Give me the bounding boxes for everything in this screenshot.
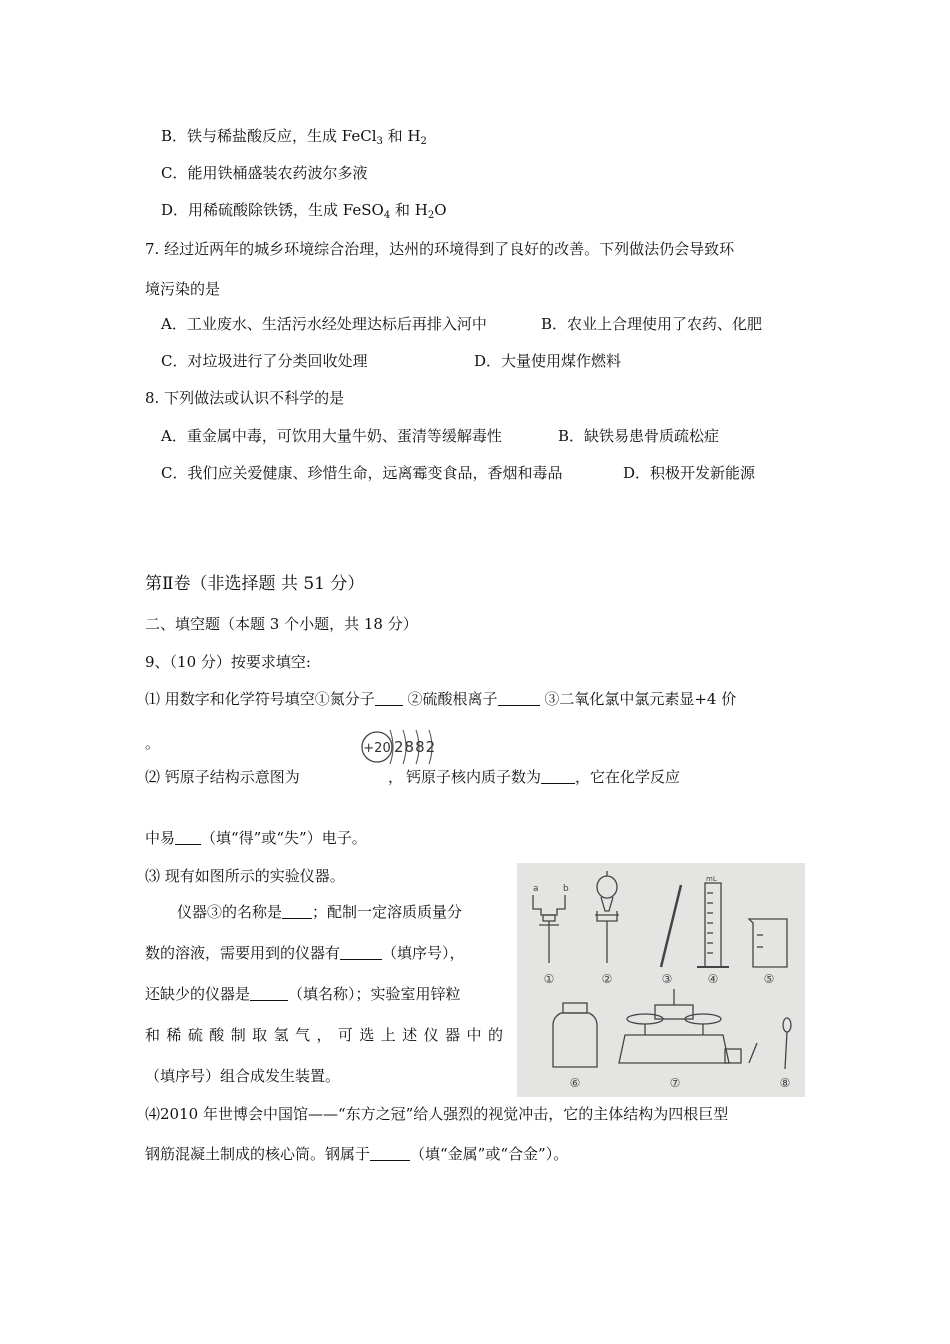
q8-option-d: D．积极开发新能源 (623, 464, 756, 482)
q9-part3-line3: 还缺少的仪器是 （填名称）；实验室用锌粒 (145, 985, 461, 1003)
q9-part2: ⑵ 钙原子结构示意图为 (145, 768, 300, 786)
q7-option-b: B．农业上合理使用了农药、化肥 (541, 315, 763, 333)
q8-stem: 8. 下列做法或认识不科学的是 (145, 389, 345, 407)
answer-blank-instruments[interactable] (340, 945, 382, 960)
q9-part3-line5: （填序号）组合成发生装置。 (145, 1067, 341, 1085)
q7-option-d: D．大量使用煤作燃料 (474, 352, 622, 370)
funnel-label-a: a (533, 884, 539, 894)
apparatus-label-1: ① (543, 972, 555, 986)
part2-section: 二、填空题（本题 3 个小题，共 18 分） (145, 615, 418, 633)
apparatus-label-4: ④ (707, 972, 719, 986)
answer-blank-electron[interactable] (175, 830, 201, 845)
apparatus-label-8: ⑧ (779, 1076, 791, 1090)
q7-option-a: A．工业废水、生活污水经处理达标后再排入河中 (161, 315, 487, 333)
answer-blank-instrument3[interactable] (282, 904, 312, 919)
q8-option-c: C．我们应关爱健康、珍惜生命，远离霉变食品，香烟和毒品 (161, 464, 563, 482)
apparatus-label-7: ⑦ (669, 1076, 681, 1090)
apparatus-drawing (517, 863, 805, 1097)
q8-option-b: B．缺铁易患骨质疏松症 (558, 427, 720, 445)
q9-stem: 9、（10 分）按要求填空: (145, 653, 311, 671)
answer-blank-proton-count[interactable] (541, 769, 575, 784)
atom-nucleus-label: +20 (363, 741, 391, 756)
q9-part1-end: 。 (145, 734, 161, 752)
answer-blank-missing-instrument[interactable] (250, 986, 288, 1001)
q7-stem-line1: 7. 经过近两年的城乡环境综合治理，达州的环境得到了良好的改善。下列做法仍会导致环 (145, 240, 735, 258)
q7-stem-line2: 境污染的是 (145, 280, 221, 298)
q9-part3-line1: 仪器③的名称是 ；配制一定溶质质量分 (177, 903, 463, 921)
funnel-label-b: b (563, 884, 569, 894)
q7-option-c: C．对垃圾进行了分类回收处理 (161, 352, 368, 370)
apparatus-label-2: ② (601, 972, 613, 986)
apparatus-label-6: ⑥ (569, 1076, 581, 1090)
cylinder-unit-label: mL (706, 875, 717, 883)
q9-part2-cont: 中易 （填“得”或“失”）电子。 (145, 829, 367, 847)
q9-part2-comma: ， (388, 768, 404, 786)
answer-blank-nitrogen[interactable] (375, 691, 403, 706)
q9-part4-line2: 钢筋混凝土制成的核心筒。钢属于 （填“金属”或“合金”）。 (145, 1145, 569, 1163)
q8-option-a: A．重金属中毒，可饮用大量牛奶、蛋清等缓解毒性 (161, 427, 502, 445)
apparatus-label-3: ③ (661, 972, 673, 986)
q9-part2-b: 钙原子核内质子数为 ，它在化学反应 (406, 768, 681, 786)
q9-part4-line1: ⑷2010 年世博会中国馆——“东方之冠”给人强烈的视觉冲击，它的主体结构为四根巨型 (145, 1105, 729, 1123)
q6-option-c: C．能用铁桶盛装农药波尔多液 (161, 164, 368, 182)
q9-part1: ⑴ 用数字和化学符号填空①氮分子 ②硫酸根离子 ③二氧化氯中氯元素显+4 价 (145, 690, 737, 708)
apparatus-label-5: ⑤ (763, 972, 775, 986)
apparatus-figure (517, 863, 805, 1097)
q9-part3-line4: 和稀硫酸制取氢气，可选上述仪器中的 (145, 1026, 503, 1044)
q6-option-b: B．铁与稀盐酸反应，生成 FeCl$_3$ 和 $H_2$ (161, 127, 427, 147)
answer-blank-steel[interactable] (370, 1146, 410, 1161)
part2-title: 第Ⅱ卷（非选择题 共 51 分） (145, 574, 365, 594)
q9-part3-intro: ⑶ 现有如图所示的实验仪器。 (145, 867, 345, 885)
atom-shell-electrons: 2882 (394, 738, 437, 756)
q9-part3-line2: 数的溶液，需要用到的仪器有 （填序号）， (145, 944, 465, 962)
answer-blank-sulfate[interactable] (498, 691, 540, 706)
q6-option-d: D．用稀硫酸除铁锈，生成 FeSO$_4$ 和 $H_2O$ (161, 201, 447, 221)
